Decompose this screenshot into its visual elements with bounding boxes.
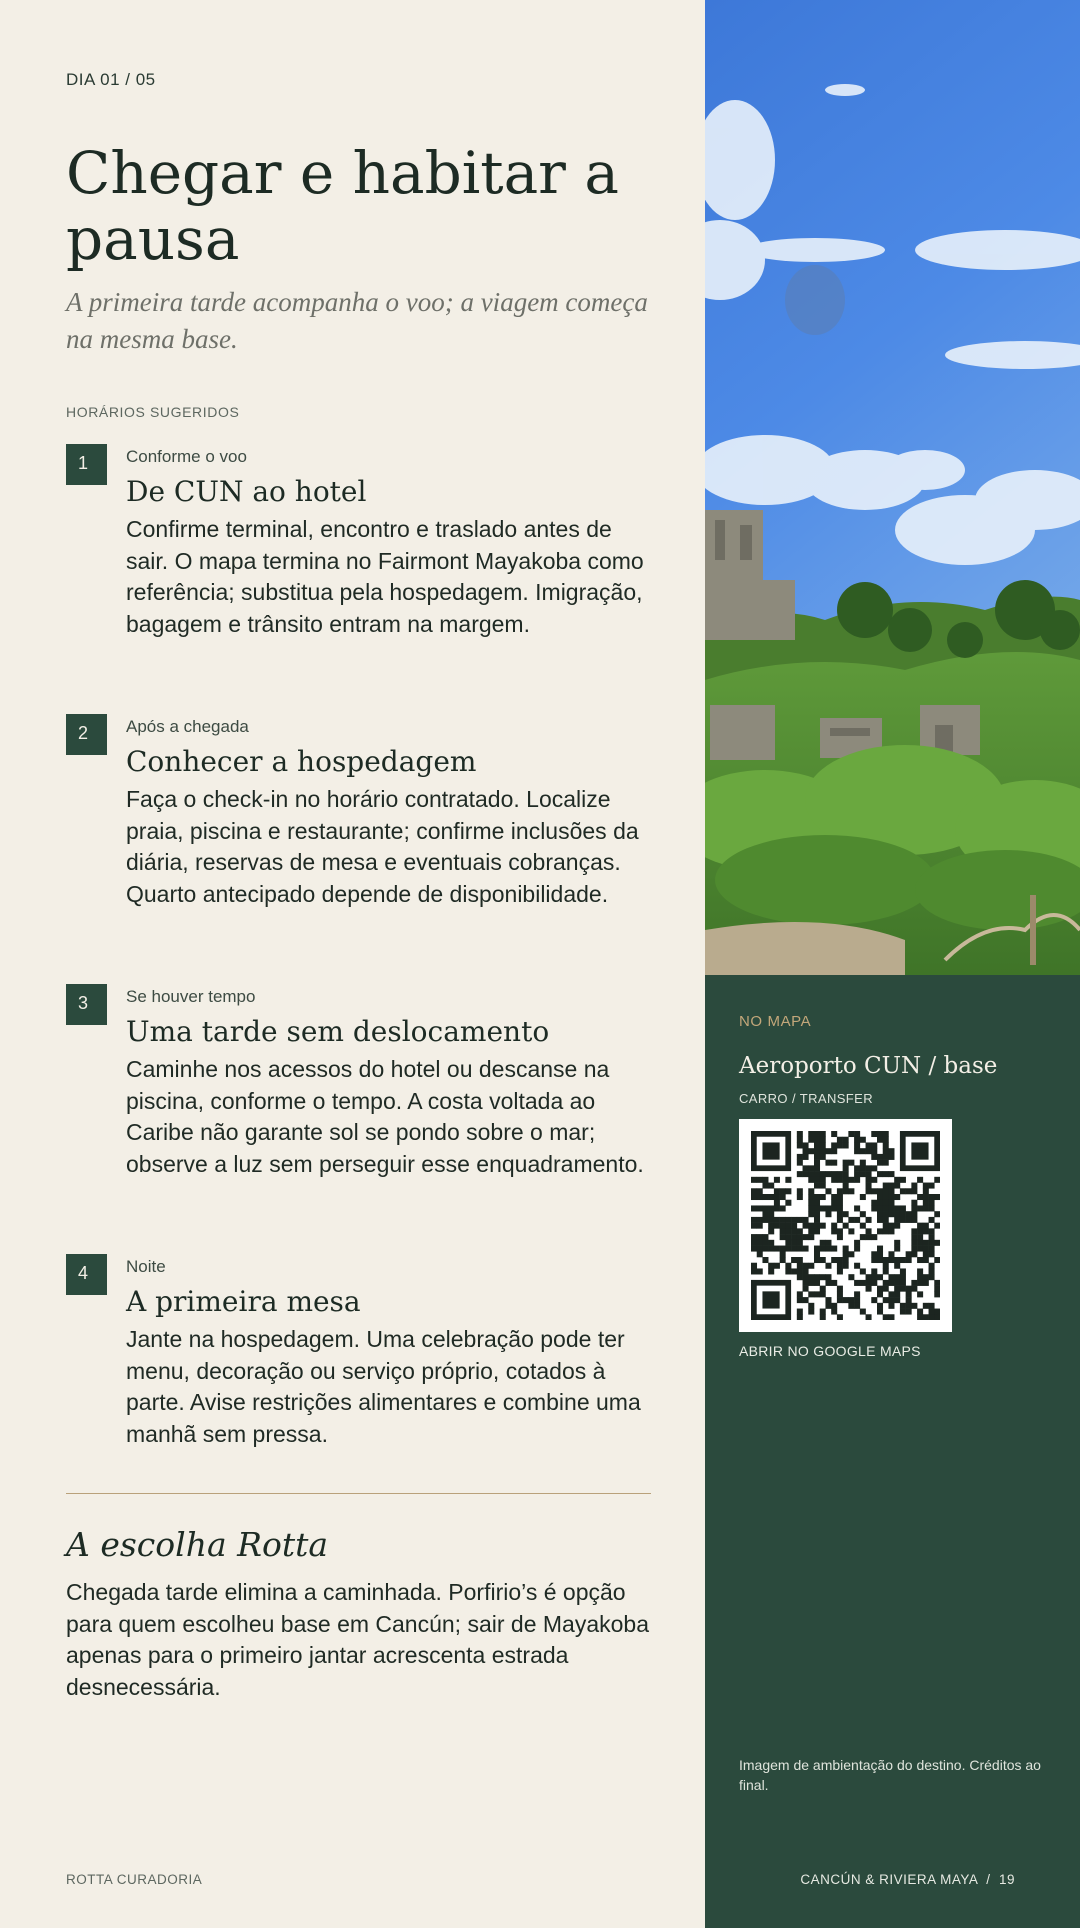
- step-number-badge: 1: [66, 444, 107, 485]
- step-title: Conhecer a hospedagem: [126, 745, 477, 778]
- step-title: De CUN ao hotel: [126, 475, 367, 508]
- footer-brand: ROTTA CURADORIA: [66, 1872, 203, 1887]
- choice-title: A escolha Rotta: [66, 1525, 329, 1564]
- step-description: Faça o check-in no horário contratado. Localize praia, piscina e restaurante; confirme inclusões da diária, reservas de mesa e eventuais cobranças. Quarto antecipado depende de disponibilidade.: [126, 786, 639, 907]
- step-time: Conforme o voo: [126, 447, 247, 466]
- footer-destination: CANCÚN & RIVIERA MAYA: [800, 1872, 978, 1887]
- qr-code[interactable]: [739, 1119, 952, 1332]
- page-title: Chegar e habitar a pausa: [66, 139, 619, 273]
- step-body: [126, 984, 656, 1180]
- page-number: 19: [998, 1872, 1015, 1887]
- step-time: Se houver tempo: [126, 987, 256, 1006]
- step-body: [126, 1254, 656, 1450]
- step-description: Confirme terminal, encontro e traslado antes de sair. O mapa termina no Fairmont Mayakoba como referência; substitua pela hospedagem. Imigração, bagagem e trânsito entram na margem.: [126, 516, 644, 637]
- step-body: [126, 714, 656, 910]
- footer-destination-page: CANCÚN & RIVIERA MAYA / 19: [800, 1872, 1015, 1887]
- day-label: DIA 01 / 05: [66, 70, 156, 89]
- image-credit: Imagem de ambientação do destino. Créditos ao final.: [739, 1757, 1041, 1793]
- destination-photo: [705, 0, 1080, 975]
- qr-code-graphic: [751, 1131, 940, 1320]
- page-subtitle: A primeira tarde acompanha o voo; a viagem começa na mesma base.: [66, 287, 648, 354]
- step-number-badge: 3: [66, 984, 107, 1025]
- step-body: [126, 444, 656, 640]
- step-time: Após a chegada: [126, 717, 249, 736]
- map-label: NO MAPA: [739, 1013, 812, 1030]
- step-description: Jante na hospedagem. Uma celebração pode ter menu, decoração ou serviço próprio, cotados à parte. Avise restrições alimentares e combine uma manhã sem pressa.: [126, 1326, 641, 1447]
- section-divider: [66, 1493, 651, 1494]
- google-maps-link[interactable]: ABRIR NO GOOGLE MAPS: [739, 1343, 921, 1359]
- step-description: Caminhe nos acessos do hotel ou descanse na piscina, conforme o tempo. A costa voltada ao Caribe não garante sol se pondo sobre o mar; observe a luz sem perseguir esse enquadramento.: [126, 1056, 644, 1177]
- map-place: Aeroporto CUN / base: [739, 1053, 998, 1079]
- step-title: A primeira mesa: [126, 1285, 361, 1318]
- map-transport-mode: CARRO / TRANSFER: [739, 1091, 874, 1106]
- section-label: HORÁRIOS SUGERIDOS: [66, 404, 240, 420]
- right-column: [705, 0, 1080, 1928]
- choice-text: Chegada tarde elimina a caminhada. Porfirio’s é opção para quem escolheu base em Cancún; sair de Mayakoba apenas para o primeiro jantar acrescenta estrada desnecessária.: [66, 1579, 650, 1700]
- step-number-badge: 2: [66, 714, 107, 755]
- step-title: Uma tarde sem deslocamento: [126, 1015, 550, 1048]
- step-time: Noite: [126, 1257, 166, 1276]
- step-number-badge: 4: [66, 1254, 107, 1295]
